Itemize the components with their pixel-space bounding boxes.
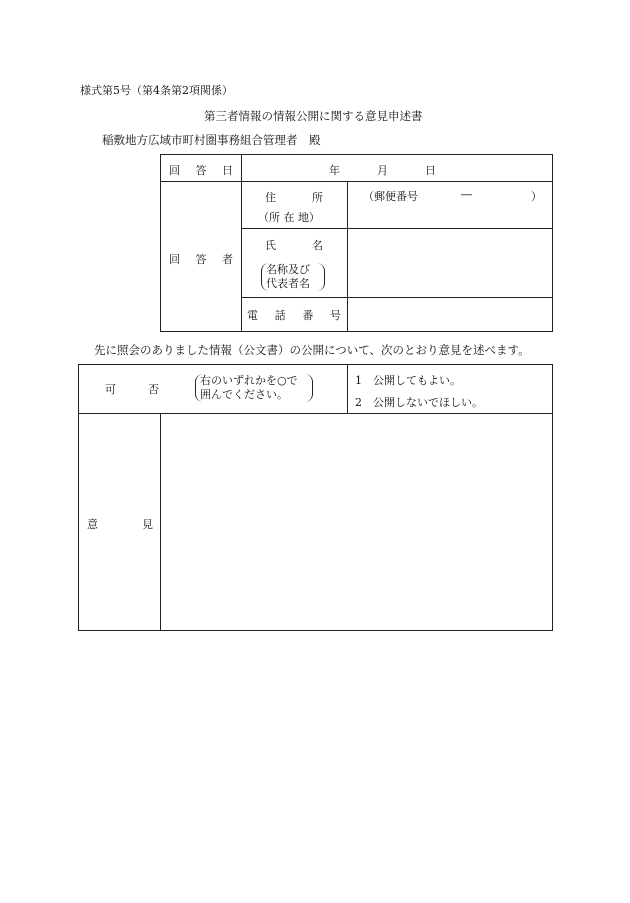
opinion-table	[78, 364, 553, 631]
name-field[interactable]	[349, 230, 551, 296]
location-label: （所 在 地）	[258, 211, 320, 224]
respondent-table	[160, 154, 553, 332]
corporate-name-note: 名称及び 代表者名	[261, 263, 325, 291]
date-day-unit: 日	[425, 164, 436, 177]
date-month-unit: 月	[377, 164, 388, 177]
postal-code-close: ）	[531, 190, 542, 203]
name-label: 氏 名	[265, 239, 323, 252]
phone-number-field[interactable]	[349, 299, 551, 331]
answer-date-field[interactable]	[243, 156, 551, 180]
option-publish-ok[interactable]: 1 公開してもよい。	[355, 374, 461, 387]
intro-text: 先に照会のありました情報（公文書）の公開について、次のとおり意見を述べます。	[94, 343, 530, 357]
approval-label: 可 否	[105, 383, 159, 396]
postal-code-label: （郵便番号	[363, 190, 418, 203]
phone-number-label: 電 話 番 号	[247, 309, 341, 322]
option-publish-no[interactable]: 2 公開しないでほしい。	[355, 396, 483, 409]
address-field[interactable]	[349, 205, 551, 227]
form-label: 様式第5号（第4条第2項関係）	[80, 84, 233, 97]
answer-date-label: 回 答 日	[169, 164, 233, 177]
selection-instruction: 右のいずれかを○で 囲んでください。	[195, 374, 313, 402]
document-title: 第三者情報の情報公開に関する意見申述書	[204, 109, 423, 123]
date-year-unit: 年	[329, 164, 340, 177]
respondent-label: 回 答 者	[169, 253, 233, 266]
postal-code-dash: ―	[461, 188, 472, 201]
opinion-field[interactable]	[162, 415, 552, 629]
address-label: 住 所	[265, 191, 323, 204]
addressee: 稲敷地方広域市町村圏事務組合管理者 殿	[102, 133, 321, 147]
opinion-label: 意 見	[87, 518, 153, 531]
